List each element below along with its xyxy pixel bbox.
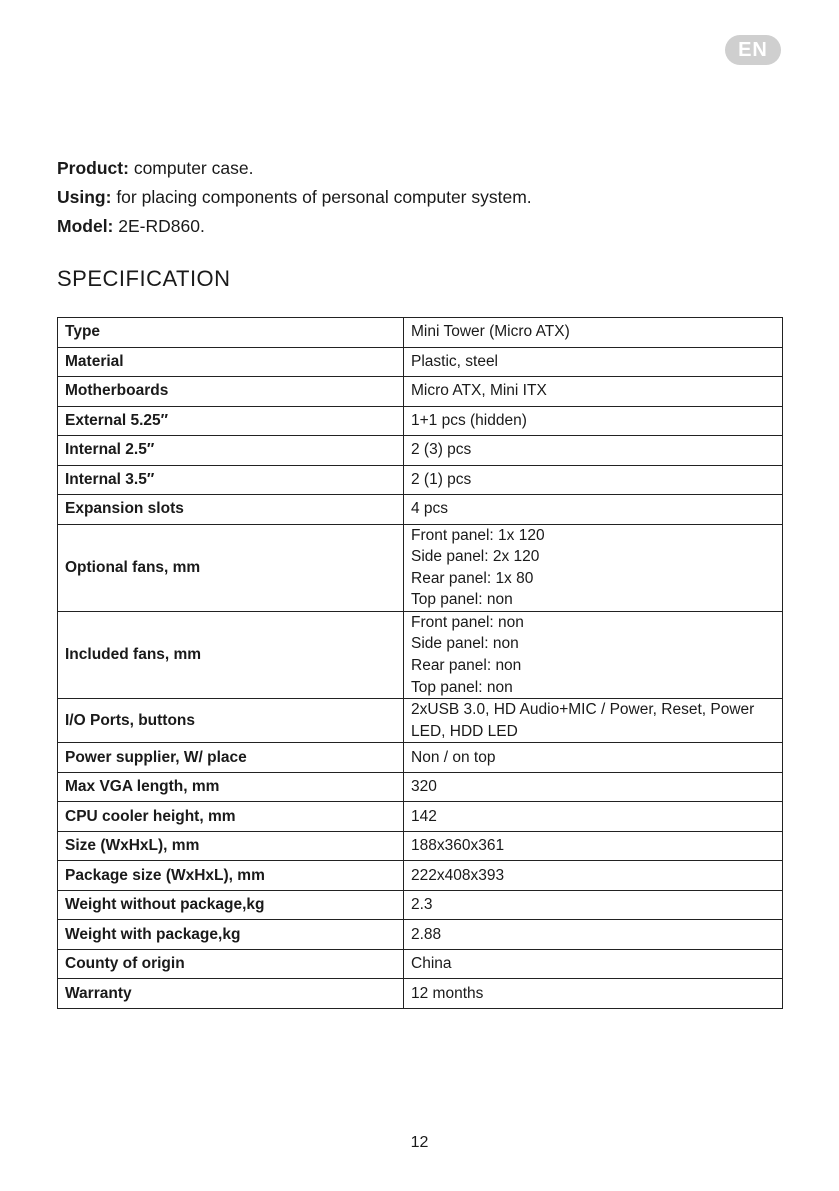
specification-table: [57, 317, 783, 1009]
table-row: [58, 861, 783, 891]
spec-value-line: 188x360x361: [411, 837, 505, 855]
table-row: [58, 436, 783, 466]
spec-value-line: 2xUSB 3.0, HD Audio+MIC / Power, Reset, Power: [411, 701, 755, 719]
spec-value-line: Side panel: 2x 120: [411, 548, 540, 566]
spec-value: [404, 949, 783, 979]
spec-key: Optional fans, mm: [58, 524, 404, 611]
spec-value-line: 142: [411, 807, 437, 825]
spec-value-line: Top panel: non: [411, 678, 513, 696]
intro-model: [57, 212, 532, 241]
spec-value: [404, 861, 783, 891]
table-row: [58, 318, 783, 348]
spec-key: CPU cooler height, mm: [58, 802, 404, 832]
intro-label: Product:: [57, 158, 129, 178]
spec-value-line: China: [411, 955, 452, 973]
spec-key: Type: [58, 318, 404, 348]
page-number: 12: [410, 1134, 429, 1151]
spec-value-line: Plastic, steel: [411, 352, 499, 370]
spec-value-line: Micro ATX, Mini ITX: [411, 382, 547, 400]
table-row: [58, 979, 783, 1009]
spec-value-line: 4 pcs: [411, 500, 449, 518]
spec-value-line: 320: [411, 778, 437, 796]
table-row: [58, 465, 783, 495]
spec-value: [404, 377, 783, 407]
spec-key: Package size (WxHxL), mm: [58, 861, 404, 891]
spec-value: [404, 347, 783, 377]
spec-key: Size (WxHxL), mm: [58, 831, 404, 861]
spec-value: [404, 699, 783, 743]
table-row: [58, 611, 783, 698]
spec-value: [404, 318, 783, 348]
spec-value: [404, 465, 783, 495]
spec-value-line: Mini Tower (Micro ATX): [411, 323, 570, 341]
intro-value: for placing components of personal computer system.: [111, 187, 532, 207]
spec-key: Internal 2.5″: [58, 436, 404, 466]
spec-value: [404, 436, 783, 466]
intro-using: [57, 183, 532, 212]
table-row: [58, 699, 783, 743]
intro-value: computer case.: [128, 158, 254, 178]
table-row: [58, 524, 783, 611]
spec-value: [404, 890, 783, 920]
spec-value: [404, 831, 783, 861]
table-row: [58, 377, 783, 407]
spec-value-line: Side panel: non: [411, 635, 519, 653]
table-row: [58, 347, 783, 377]
spec-value: [404, 611, 783, 698]
table-row: [58, 743, 783, 773]
table-row: [58, 890, 783, 920]
table-row: [58, 831, 783, 861]
table-row: [58, 406, 783, 436]
spec-key: I/O Ports, buttons: [58, 699, 404, 743]
spec-key: Internal 3.5″: [58, 465, 404, 495]
spec-value: [404, 772, 783, 802]
intro-value: 2E-RD860.: [113, 216, 205, 236]
spec-value-line: 12 months: [411, 984, 484, 1002]
spec-key: External 5.25″: [58, 406, 404, 436]
language-badge: EN: [725, 35, 781, 65]
spec-value-line: Rear panel: non: [411, 657, 522, 675]
spec-value-line: 2 (1) pcs: [411, 470, 472, 488]
spec-key: Warranty: [58, 979, 404, 1009]
spec-key: Weight without package,kg: [58, 890, 404, 920]
intro-label: Using:: [57, 187, 112, 207]
spec-key: Included fans, mm: [58, 611, 404, 698]
specification-table-body: [58, 318, 783, 1009]
spec-value-line: 2.3: [411, 896, 433, 914]
spec-key: Expansion slots: [58, 495, 404, 525]
spec-key: Weight with package,kg: [58, 920, 404, 950]
spec-value: [404, 524, 783, 611]
spec-value: [404, 406, 783, 436]
spec-value: [404, 920, 783, 950]
spec-value-line: Non / on top: [411, 748, 496, 766]
table-row: [58, 802, 783, 832]
table-row: [58, 949, 783, 979]
spec-key: Motherboards: [58, 377, 404, 407]
spec-value: [404, 743, 783, 773]
spec-key: Max VGA length, mm: [58, 772, 404, 802]
spec-value-line: Rear panel: 1x 80: [411, 569, 534, 587]
spec-value-line: 2.88: [411, 925, 442, 943]
product-intro: [57, 154, 532, 241]
spec-value-line: 1+1 pcs (hidden): [411, 411, 527, 429]
spec-key: Power supplier, W/ place: [58, 743, 404, 773]
table-row: [58, 920, 783, 950]
spec-key: County of origin: [58, 949, 404, 979]
intro-product: [57, 154, 532, 183]
section-title: SPECIFICATION: [57, 266, 231, 291]
spec-value: [404, 495, 783, 525]
spec-value-line: 222x408x393: [411, 866, 505, 884]
intro-label: Model:: [57, 216, 114, 236]
spec-value-line: LED, HDD LED: [411, 722, 518, 740]
table-row: [58, 772, 783, 802]
spec-key: Material: [58, 347, 404, 377]
spec-value: [404, 979, 783, 1009]
spec-value-line: Front panel: 1x 120: [411, 526, 545, 544]
spec-value-line: Front panel: non: [411, 613, 524, 631]
spec-value: [404, 802, 783, 832]
table-row: [58, 495, 783, 525]
spec-value-line: Top panel: non: [411, 591, 513, 609]
spec-value-line: 2 (3) pcs: [411, 441, 472, 459]
